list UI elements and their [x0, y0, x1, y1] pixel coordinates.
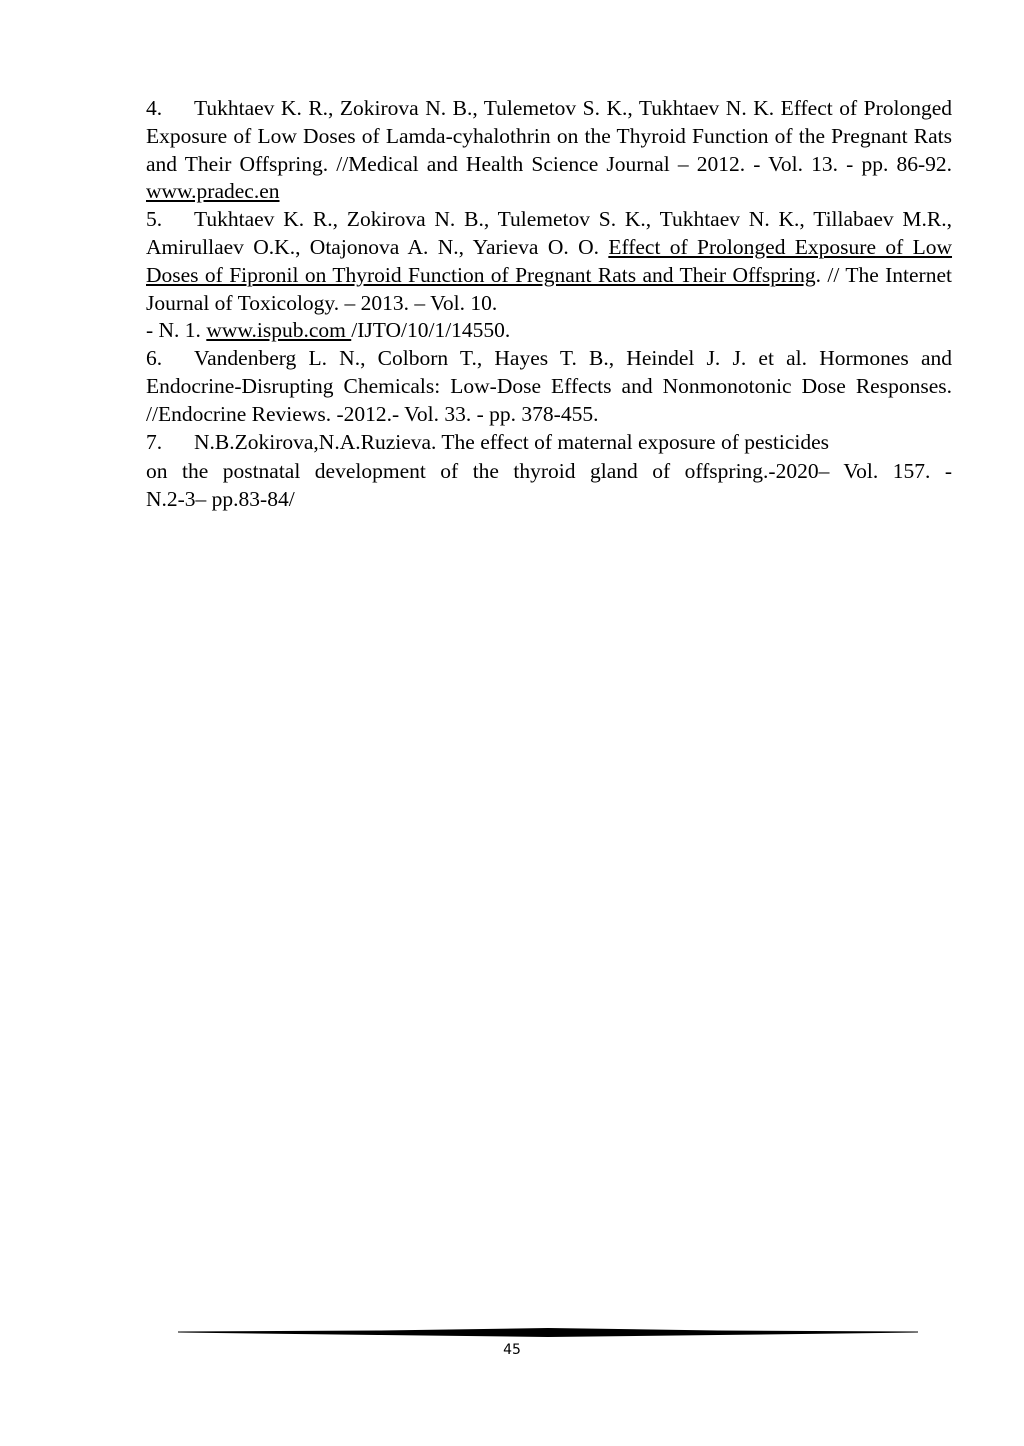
reference-item-6 [146, 345, 952, 428]
reference-item-7 [146, 429, 952, 514]
reference-issue: - N. 1. [146, 318, 207, 343]
page-number: 45 [503, 1342, 521, 1358]
reference-line-3: N.2-3– pp.83-84/ [146, 487, 295, 512]
reference-source: . // The Internet Journal of Toxicology. – 2013. – Vol. 10. [146, 262, 952, 315]
reference-text: N.B.Zokirova,N.A.Ruzieva. The effect of maternal exposure of pesticides [194, 429, 830, 454]
reference-link[interactable]: www.pradec.en [146, 179, 280, 204]
reference-text: Tukhtaev K. R., Zokirova N. B., Tulemetov S. K., Tukhtaev N. K. Effect of Prolonged Exposure of Low Doses of Lamda-cyhalothrin on the Thyroid Function of the Pregnant Rats and Their Offspring. //Medical and Health Science Journal – 2012. - Vol. 13. - pp. 86-92. [146, 96, 952, 176]
reference-number: 7. [146, 429, 163, 454]
reference-continuation [146, 317, 952, 345]
reference-number: 6. [146, 346, 163, 371]
reference-item-4 [146, 95, 952, 206]
reference-title: Effect of Prolonged Exposure of Low Doses of Fipronil on Thyroid Function of Pregnant Rats and Their Offspring [146, 234, 953, 287]
reference-number: 5. [146, 207, 163, 232]
reference-item-5 [146, 206, 952, 345]
reference-link[interactable]: www.ispub.com [206, 318, 352, 343]
footer-divider [178, 1326, 918, 1340]
reference-number: 4. [146, 96, 163, 120]
reference-list [146, 95, 952, 514]
reference-line-1 [146, 429, 952, 457]
reference-text: Vandenberg L. N., Colborn T., Hayes T. B., Heindel J. J. et al. Hormones and Endocrine-Disrupting Chemicals: Low-Dose Effects and Nonmonotonic Dose Responses. //Endocrine Reviews. -2012.- Vol. 33. - pp. 378-455. [146, 346, 952, 426]
reference-text: Tukhtaev K. R., Zokirova N. B., Tulemetov S. K., Tukhtaev N. K., Tillabaev M.R., Amirullaev O.K., Otajonova A. N., Yarieva O. O. [146, 207, 952, 259]
reference-path: /IJTO/10/1/14550. [351, 318, 511, 343]
reference-line-2: on the postnatal development of the thyroid gland of offspring.-2020– Vol. 157. - [146, 459, 952, 484]
